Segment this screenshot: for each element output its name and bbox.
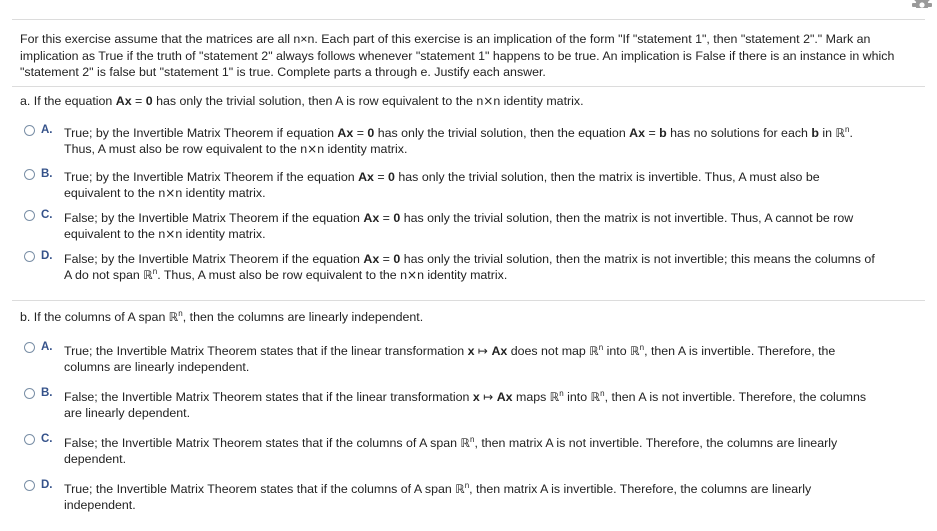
divider: [12, 300, 925, 301]
question-b: [20, 309, 423, 325]
option-letter: C.: [41, 433, 53, 445]
question-a-text: a. If the equation Ax = 0 has only the trivial solution, then A is row equivalent to the n×n identity matrix.: [20, 94, 584, 108]
option-a-B[interactable]: [24, 168, 904, 202]
option-text: False; by the Invertible Matrix Theorem if the equation Ax = 0 has only the trivial solution, then the matrix is not invertible; this means the columns of A do not span ℝ$^n$. Thus, A must also be row equivalent to the n×n identity matrix.: [64, 252, 875, 283]
radio-button[interactable]: [24, 434, 35, 445]
option-text: True; the Invertible Matrix Theorem states that if the linear transformation x ↦ Ax does not map ℝ$^n$ into ℝ$^n$, then A is invertible. Therefore, the columns are linearly independent.: [64, 343, 836, 375]
option-letter: A.: [41, 341, 53, 353]
option-b-A[interactable]: [24, 341, 904, 375]
option-text: False; the Invertible Matrix Theorem states that if the columns of A span ℝ$^n$, then matrix A is not invertible. Therefore, the columns are linearly dependent.: [64, 435, 838, 467]
option-b-C[interactable]: [24, 433, 904, 467]
radio-button[interactable]: [24, 388, 35, 399]
instructions-text: For this exercise assume that the matrices are all n×n. Each part of this exercise is an implication of the form "If "statement 1", then "statement 2"." Mark an implication as True if the truth of "statement 2" always follows whenever "statement 1" happens to be true. An implication is False if there is an instance in which "statement 2" is false but "statement 1" is true. Complete parts a through e. Justify each answer.: [20, 32, 895, 80]
option-text: False; by the Invertible Matrix Theorem if the equation Ax = 0 has only the trivial solution, then the matrix is not invertible. Thus, A cannot be row equivalent to the n×n identity matrix.: [64, 211, 854, 242]
radio-button[interactable]: [24, 169, 35, 180]
option-text: True; by the Invertible Matrix Theorem if the equation Ax = 0 has only the trivial solution, then the matrix is invertible. Thus, A must also be equivalent to the n×n identity matrix.: [64, 170, 820, 201]
radio-button[interactable]: [24, 210, 35, 221]
option-letter: D.: [41, 250, 53, 262]
radio-button[interactable]: [24, 480, 35, 491]
radio-button[interactable]: [24, 125, 35, 136]
option-b-B[interactable]: [24, 387, 904, 421]
top-divider: [12, 19, 925, 20]
option-b-D[interactable]: [24, 479, 904, 513]
option-letter: C.: [41, 209, 53, 221]
radio-button[interactable]: [24, 251, 35, 262]
question-b-text: b. If the columns of A span ℝ$^n$, then the columns are linearly independent.: [20, 309, 424, 324]
option-a-D[interactable]: [24, 250, 904, 284]
option-letter: D.: [41, 479, 53, 491]
radio-button[interactable]: [24, 342, 35, 353]
option-a-C[interactable]: [24, 209, 904, 243]
option-text: True; by the Invertible Matrix Theorem if equation Ax = 0 has only the trivial solution, then the equation Ax = b has no solutions for each b in ℝ$^n$. Thus, A must also be row equivalent to the n×n identity matrix.: [64, 125, 853, 157]
option-letter: A.: [41, 124, 53, 136]
gear-icon[interactable]: [911, 0, 933, 8]
option-letter: B.: [41, 387, 53, 399]
option-letter: B.: [41, 168, 53, 180]
option-text: False; the Invertible Matrix Theorem states that if the linear transformation x ↦ Ax maps ℝ$^n$ into ℝ$^n$, then A is not invertible. Therefore, the columns are linearly dependent.: [64, 389, 867, 421]
option-a-A[interactable]: [24, 124, 904, 158]
option-text: True; the Invertible Matrix Theorem states that if the columns of A span ℝ$^n$, then matrix A is invertible. Therefore, the columns are linearly independent.: [64, 481, 812, 513]
divider: [12, 86, 925, 87]
question-a: [20, 93, 584, 109]
